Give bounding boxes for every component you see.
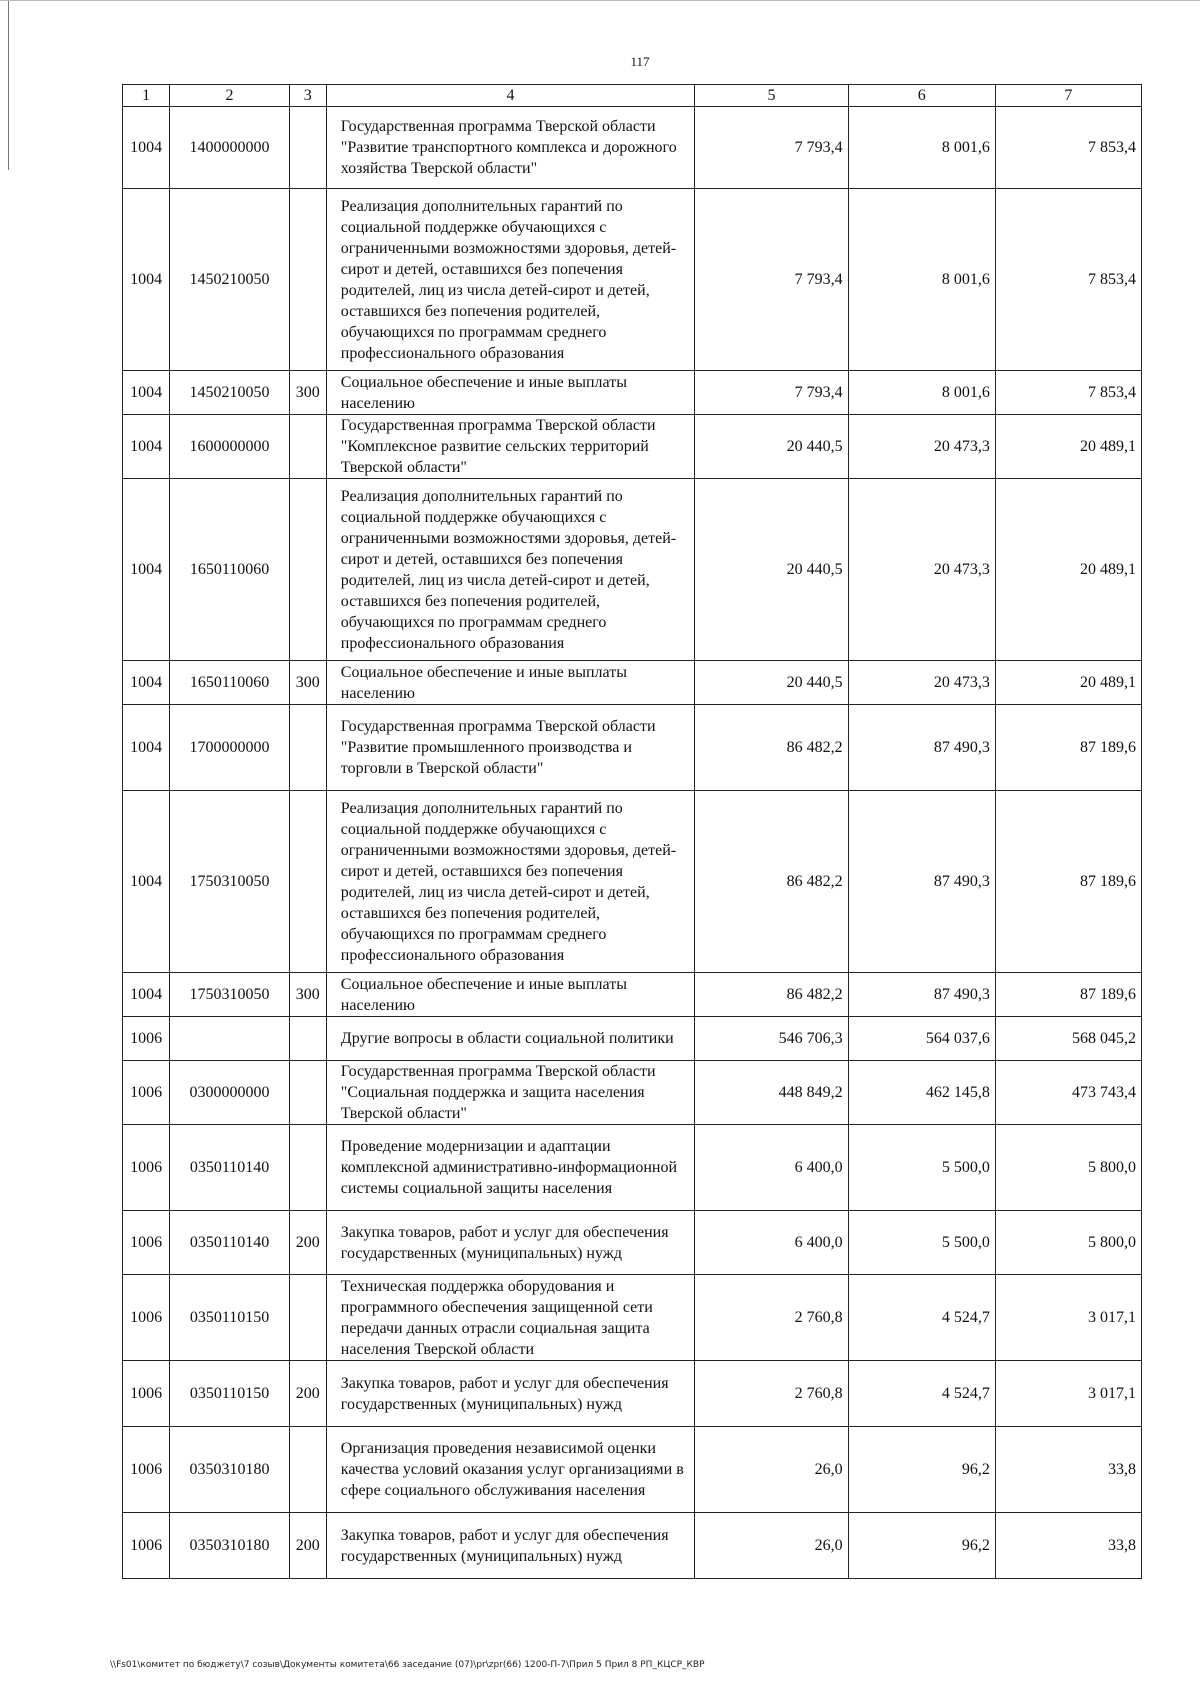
header-cell-1: 1 — [123, 85, 170, 107]
table-row — [123, 661, 1142, 705]
amount-col-5: 6 400,0 — [695, 1125, 848, 1211]
amount-col-5: 86 482,2 — [695, 791, 848, 973]
amount-col-5: 20 440,5 — [695, 415, 848, 479]
amount-col-6: 462 145,8 — [848, 1061, 995, 1125]
section-code: 1006 — [123, 1513, 170, 1579]
amount-col-6: 20 473,3 — [848, 661, 995, 705]
table-row — [123, 1513, 1142, 1579]
amount-col-5: 546 706,3 — [695, 1017, 848, 1061]
expense-type-code — [289, 1125, 326, 1211]
target-article-code: 1700000000 — [170, 705, 289, 791]
header-cell-6: 6 — [848, 85, 995, 107]
table-row — [123, 415, 1142, 479]
target-article-code: 1750310050 — [170, 791, 289, 973]
table-row — [123, 189, 1142, 371]
section-code: 1004 — [123, 661, 170, 705]
target-article-code: 1600000000 — [170, 415, 289, 479]
table-row — [123, 1017, 1142, 1061]
target-article-code: 0300000000 — [170, 1061, 289, 1125]
item-description: Проведение модернизации и адаптации комплексной административно-информационной системы социальной защиты населения — [326, 1125, 694, 1211]
section-code: 1004 — [123, 791, 170, 973]
amount-col-5: 7 793,4 — [695, 107, 848, 189]
amount-col-7: 87 189,6 — [995, 791, 1141, 973]
amount-col-5: 2 760,8 — [695, 1361, 848, 1427]
target-article-code: 1650110060 — [170, 479, 289, 661]
item-description: Реализация дополнительных гарантий по социальной поддержке обучающихся с ограниченными возможностями здоровья, детей-сирот и детей, оставшихся без попечения родителей, лиц из числа детей-сирот и детей, оставшихся без попечения родителей, обучающихся по программам среднего профессионального образования — [326, 479, 694, 661]
target-article-code: 1450210050 — [170, 371, 289, 415]
section-code: 1006 — [123, 1427, 170, 1513]
expense-type-code — [289, 107, 326, 189]
section-code: 1006 — [123, 1125, 170, 1211]
table-row — [123, 107, 1142, 189]
expense-type-code — [289, 1017, 326, 1061]
amount-col-5: 26,0 — [695, 1513, 848, 1579]
section-code: 1004 — [123, 973, 170, 1017]
item-description: Государственная программа Тверской области "Социальная поддержка и защита населения Тверской области" — [326, 1061, 694, 1125]
expense-type-code — [289, 791, 326, 973]
target-article-code: 1650110060 — [170, 661, 289, 705]
amount-col-7: 3 017,1 — [995, 1275, 1141, 1361]
expense-type-code: 300 — [289, 661, 326, 705]
expense-type-code: 200 — [289, 1211, 326, 1275]
header-cell-7: 7 — [995, 85, 1141, 107]
amount-col-7: 568 045,2 — [995, 1017, 1141, 1061]
amount-col-6: 4 524,7 — [848, 1275, 995, 1361]
table-header — [123, 85, 1142, 107]
table-row — [123, 791, 1142, 973]
table-row — [123, 479, 1142, 661]
table-row — [123, 371, 1142, 415]
section-code: 1006 — [123, 1275, 170, 1361]
section-code: 1004 — [123, 107, 170, 189]
section-code: 1006 — [123, 1361, 170, 1427]
expense-type-code: 200 — [289, 1513, 326, 1579]
amount-col-5: 86 482,2 — [695, 705, 848, 791]
target-article-code: 0350110140 — [170, 1211, 289, 1275]
amount-col-5: 20 440,5 — [695, 661, 848, 705]
table-body — [123, 107, 1142, 1579]
amount-col-5: 86 482,2 — [695, 973, 848, 1017]
target-article-code: 1400000000 — [170, 107, 289, 189]
amount-col-7: 5 800,0 — [995, 1211, 1141, 1275]
item-description: Реализация дополнительных гарантий по социальной поддержке обучающихся с ограниченными возможностями здоровья, детей-сирот и детей, оставшихся без попечения родителей, лиц из числа детей-сирот и детей, оставшихся без попечения родителей, обучающихся по программам среднего профессионального образования — [326, 791, 694, 973]
amount-col-5: 448 849,2 — [695, 1061, 848, 1125]
amount-col-6: 564 037,6 — [848, 1017, 995, 1061]
section-code: 1004 — [123, 189, 170, 371]
header-cell-5: 5 — [695, 85, 848, 107]
target-article-code: 0350110150 — [170, 1275, 289, 1361]
amount-col-7: 87 189,6 — [995, 705, 1141, 791]
amount-col-5: 7 793,4 — [695, 189, 848, 371]
table-row — [123, 705, 1142, 791]
target-article-code: 1750310050 — [170, 973, 289, 1017]
item-description: Социальное обеспечение и иные выплаты населению — [326, 661, 694, 705]
target-article-code: 0350310180 — [170, 1513, 289, 1579]
amount-col-7: 33,8 — [995, 1427, 1141, 1513]
amount-col-6: 96,2 — [848, 1427, 995, 1513]
amount-col-7: 33,8 — [995, 1513, 1141, 1579]
header-cell-2: 2 — [170, 85, 289, 107]
section-code: 1004 — [123, 371, 170, 415]
item-description: Техническая поддержка оборудования и программного обеспечения защищенной сети передачи данных отрасли социальная защита населения Тверской области — [326, 1275, 694, 1361]
item-description: Социальное обеспечение и иные выплаты населению — [326, 973, 694, 1017]
item-description: Закупка товаров, работ и услуг для обеспечения государственных (муниципальных) нужд — [326, 1211, 694, 1275]
amount-col-7: 20 489,1 — [995, 479, 1141, 661]
amount-col-6: 5 500,0 — [848, 1125, 995, 1211]
header-cell-4: 4 — [326, 85, 694, 107]
scan-edge-mark — [8, 0, 9, 170]
expense-type-code — [289, 415, 326, 479]
section-code: 1006 — [123, 1017, 170, 1061]
amount-col-5: 2 760,8 — [695, 1275, 848, 1361]
budget-table — [122, 84, 1142, 1579]
item-description: Государственная программа Тверской области "Развитие промышленного производства и торговли в Тверской области" — [326, 705, 694, 791]
target-article-code: 0350310180 — [170, 1427, 289, 1513]
amount-col-7: 7 853,4 — [995, 107, 1141, 189]
table-row — [123, 1427, 1142, 1513]
footer-file-path: \\Fs01\комитет по бюджету\7 созыв\Документы комитета\66 заседание (07)\pr\zpr(66) 1200-П-7\Прил 5 Прил 8 РП_КЦСР_КВР — [110, 1660, 705, 1670]
amount-col-6: 8 001,6 — [848, 189, 995, 371]
amount-col-7: 87 189,6 — [995, 973, 1141, 1017]
amount-col-6: 96,2 — [848, 1513, 995, 1579]
table-row — [123, 1061, 1142, 1125]
amount-col-6: 87 490,3 — [848, 705, 995, 791]
table-row — [123, 973, 1142, 1017]
amount-col-5: 6 400,0 — [695, 1211, 848, 1275]
table-row — [123, 1211, 1142, 1275]
amount-col-6: 8 001,6 — [848, 371, 995, 415]
amount-col-6: 20 473,3 — [848, 415, 995, 479]
amount-col-6: 20 473,3 — [848, 479, 995, 661]
header-cell-3: 3 — [289, 85, 326, 107]
table-row — [123, 1361, 1142, 1427]
expense-type-code — [289, 705, 326, 791]
amount-col-6: 5 500,0 — [848, 1211, 995, 1275]
amount-col-7: 5 800,0 — [995, 1125, 1141, 1211]
amount-col-5: 26,0 — [695, 1427, 848, 1513]
amount-col-5: 20 440,5 — [695, 479, 848, 661]
amount-col-7: 473 743,4 — [995, 1061, 1141, 1125]
item-description: Закупка товаров, работ и услуг для обеспечения государственных (муниципальных) нужд — [326, 1513, 694, 1579]
section-code: 1004 — [123, 705, 170, 791]
item-description: Реализация дополнительных гарантий по социальной поддержке обучающихся с ограниченными возможностями здоровья, детей-сирот и детей, оставшихся без попечения родителей, лиц из числа детей-сирот и детей, оставшихся без попечения родителей, обучающихся по программам среднего профессионального образования — [326, 189, 694, 371]
item-description: Организация проведения независимой оценки качества условий оказания услуг организациями в сфере социального обслуживания населения — [326, 1427, 694, 1513]
item-description: Социальное обеспечение и иные выплаты населению — [326, 371, 694, 415]
table-row — [123, 1125, 1142, 1211]
amount-col-7: 3 017,1 — [995, 1361, 1141, 1427]
amount-col-7: 7 853,4 — [995, 371, 1141, 415]
expense-type-code: 300 — [289, 371, 326, 415]
section-code: 1006 — [123, 1211, 170, 1275]
header-row — [123, 85, 1142, 107]
scan-edge-mark — [0, 0, 1200, 1]
section-code: 1004 — [123, 479, 170, 661]
target-article-code: 0350110150 — [170, 1361, 289, 1427]
item-description: Государственная программа Тверской области "Комплексное развитие сельских территорий Тверской области" — [326, 415, 694, 479]
amount-col-6: 87 490,3 — [848, 791, 995, 973]
amount-col-7: 20 489,1 — [995, 661, 1141, 705]
expense-type-code — [289, 479, 326, 661]
target-article-code — [170, 1017, 289, 1061]
table-row — [123, 1275, 1142, 1361]
expense-type-code — [289, 189, 326, 371]
expense-type-code: 300 — [289, 973, 326, 1017]
target-article-code: 1450210050 — [170, 189, 289, 371]
amount-col-7: 20 489,1 — [995, 415, 1141, 479]
amount-col-6: 4 524,7 — [848, 1361, 995, 1427]
amount-col-6: 8 001,6 — [848, 107, 995, 189]
section-code: 1004 — [123, 415, 170, 479]
section-code: 1006 — [123, 1061, 170, 1125]
expense-type-code — [289, 1427, 326, 1513]
expense-type-code: 200 — [289, 1361, 326, 1427]
expense-type-code — [289, 1275, 326, 1361]
item-description: Закупка товаров, работ и услуг для обеспечения государственных (муниципальных) нужд — [326, 1361, 694, 1427]
item-description: Другие вопросы в области социальной политики — [326, 1017, 694, 1061]
amount-col-5: 7 793,4 — [695, 371, 848, 415]
item-description: Государственная программа Тверской области "Развитие транспортного комплекса и дорожного хозяйства Тверской области" — [326, 107, 694, 189]
page-number: 117 — [630, 54, 650, 69]
expense-type-code — [289, 1061, 326, 1125]
amount-col-6: 87 490,3 — [848, 973, 995, 1017]
target-article-code: 0350110140 — [170, 1125, 289, 1211]
amount-col-7: 7 853,4 — [995, 189, 1141, 371]
